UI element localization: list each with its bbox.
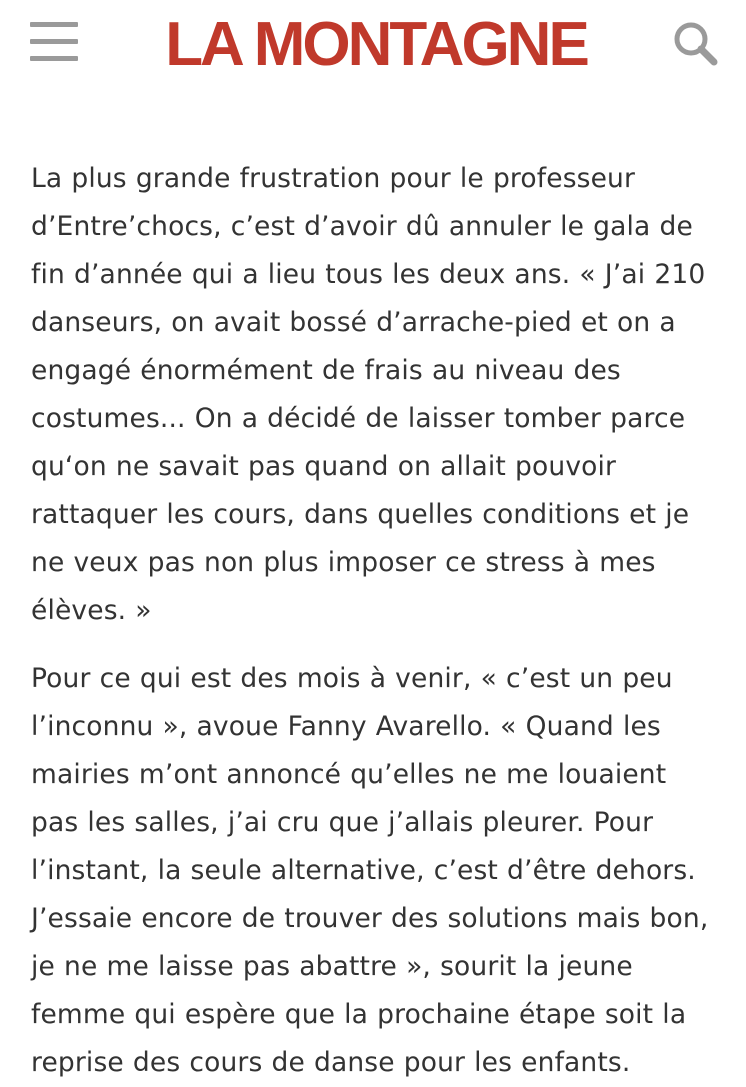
site-header	[0, 0, 746, 100]
menu-bar	[30, 39, 78, 44]
menu-bar	[30, 56, 78, 61]
search-icon[interactable]	[672, 20, 720, 68]
site-logo[interactable]: LA MONTAGNE	[165, 10, 587, 79]
search-icon-glyph	[672, 20, 720, 68]
article-paragraph: La plus grande frustration pour le professeur d’Entre’chocs, c’est d’avoir dû annuler le gala de fin d’année qui a lieu tous les deux ans. « J’ai 210 danseurs, on avait bossé d’arrache-pied et on a engagé énormément de frais au niveau des costumes... On a décidé de laisser tomber parce qu‘on ne savait pas quand on allait pouvoir rattaquer les cours, dans quelles conditions et je ne veux pas non plus imposer ce stress à mes élèves. »	[31, 163, 706, 626]
menu-bar	[30, 22, 78, 27]
article-hero-image-edge	[30, 126, 720, 133]
hamburger-menu-icon[interactable]	[30, 22, 78, 64]
article-body	[31, 155, 721, 1087]
article-paragraph: Pour ce qui est des mois à venir, « c’est un peu l’inconnu », avoue Fanny Avarello. « Quand les mairies m’ont annoncé qu’elles ne me louaient pas les salles, j’ai cru que j’allais pleurer. Pour l’instant, la seule alternative, c’est d’être dehors. J’essaie encore de trouver des solutions mais bon, je ne me laisse pas abattre », sourit la jeune femme qui espère que la prochaine étape soit la reprise des cours de danse pour les enfants.	[31, 663, 709, 1078]
